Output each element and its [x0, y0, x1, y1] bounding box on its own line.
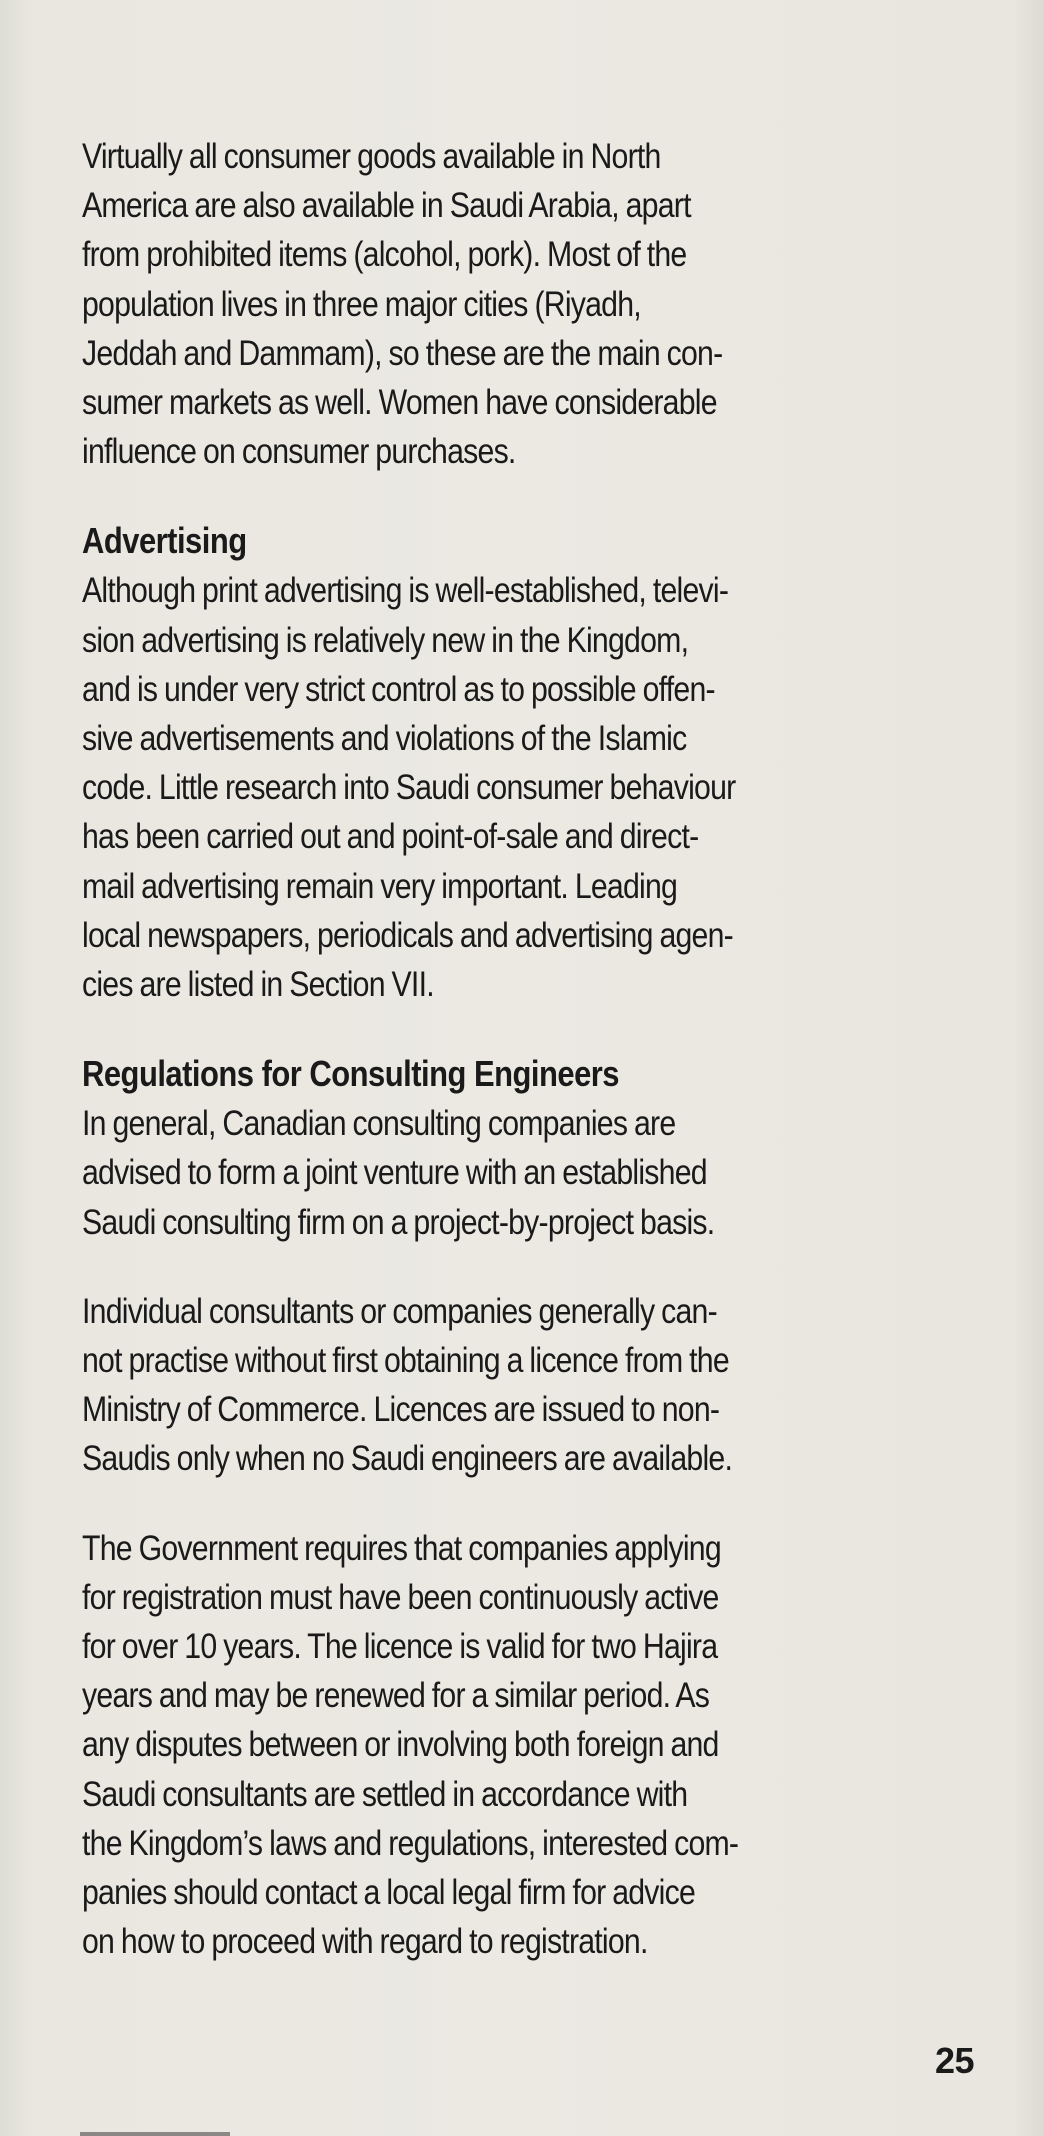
regulations-paragraph-3: The Government requires that companies applying for registration must have been continuously active for over 10 years. The licence is valid for two Hajira years and may be renewed for a similar period. As any disputes between or involving both foreign and Saudi consultants are settled in accordance with the Kingdom’s laws and regulations, interested com- panies should contact a local legal firm for advice on how to proceed with regard to registration. [82, 1528, 739, 1962]
page-content [82, 132, 982, 1967]
section-spacer [82, 476, 982, 516]
regulations-heading: Regulations for Consulting Engineers [82, 1053, 620, 1095]
regulations-paragraph-2: Individual consultants or companies generally can- not practise without first obtaining a licence from the Ministry of Commerce. Licences are issued to non- Saudis only when no Saudi engineers are available. [82, 1291, 733, 1479]
section-spacer [82, 1009, 982, 1049]
page-edge-shadow [80, 2132, 230, 2136]
regulations-paragraph-1: In general, Canadian consulting companies are advised to form a joint venture with an established Saudi consulting firm on a project-by-project basis. [82, 1104, 715, 1242]
paragraph-spacer [82, 1484, 982, 1524]
page-number: 25 [934, 2040, 974, 2081]
intro-paragraph: Virtually all consumer goods available in North America are also available in Saudi Arabia, apart from prohibited items (alcohol, pork). Most of the population lives in three major cities (Riyadh, Jeddah and Dammam), so these are the main con- sumer markets as well. Women have considerable influence on consumer purchases. [82, 137, 723, 472]
advertising-paragraph: Although print advertising is well-established, televi- sion advertising is relatively new in the Kingdom, and is under very strict control as to possible offen- sive advertisements and violations of the Islamic code. Little research into Saudi consumer behaviour has been carried out and point-of-sale and direct- mail advertising remain very important. Leading local newspapers, periodicals and advertising agen- cies are listed in Section VII. [82, 571, 736, 1005]
paragraph-spacer [82, 1247, 982, 1287]
advertising-heading: Advertising [82, 520, 247, 562]
